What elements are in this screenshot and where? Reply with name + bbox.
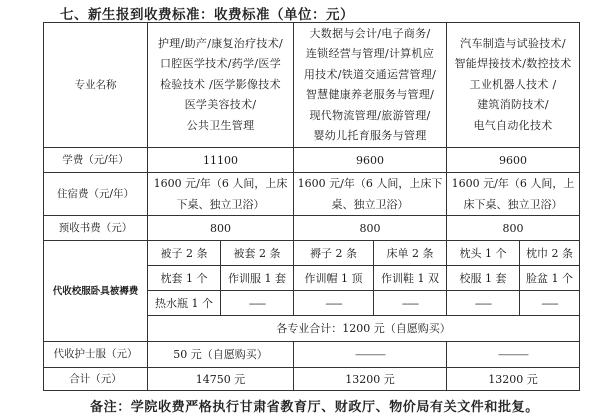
major-line: 建筑消防技术/ (477, 98, 549, 112)
bedding-item: 热水瓶 1 个 (148, 291, 221, 316)
major-line: 检验技术 /医学影像技术 (160, 77, 281, 91)
major-line: 智能焊接技术/数控技术 (454, 57, 572, 71)
nurse-uniform-value: ——— (294, 342, 447, 368)
nurse-uniform-row (44, 342, 580, 368)
total-row (44, 368, 580, 391)
fee-table (43, 22, 580, 391)
bedding-item: 枕套 1 个 (148, 266, 221, 291)
bedding-item: 作训帽 1 顶 (294, 266, 374, 291)
total-label: 合计（元） (44, 368, 148, 391)
major-line: 用技术/铁道交通运营管理/ (303, 67, 437, 81)
bedding-item: 被子 2 条 (148, 241, 221, 266)
bedding-item: 作训鞋 1 双 (374, 266, 447, 291)
bedding-item: ------ (374, 291, 447, 316)
major-line: 大数据与会计/电子商务/ (309, 26, 431, 40)
bedding-item: 床单 2 条 (374, 241, 447, 266)
bedding-label: 代收校服卧具被褥费 (44, 241, 148, 342)
major-line: 医学美容技术/ (184, 98, 257, 112)
bedding-item: 枕巾 2 条 (520, 241, 580, 266)
bedding-row (44, 241, 580, 266)
books-value: 800 (294, 216, 447, 241)
bedding-total: 各专业合计：1200 元（自愿购买） (148, 316, 580, 342)
tuition-row (44, 148, 580, 173)
books-value: 800 (447, 216, 580, 241)
bedding-item: ------ (221, 291, 294, 316)
major-line: 口腔医学技术/药学/医学 (159, 57, 281, 71)
major-line: 工业机器人技术 / (469, 77, 557, 91)
books-value: 800 (148, 216, 294, 241)
dorm-value: 1600 元/年（6 人间，上床下桌、独立卫浴） (294, 173, 447, 216)
bedding-item: 被套 2 条 (221, 241, 294, 266)
nurse-uniform-value: ——— (447, 342, 580, 368)
tuition-label: 学费（元/年） (44, 148, 148, 173)
bedding-item: 校服 1 套 (447, 266, 520, 291)
bedding-item: ------ (447, 291, 520, 316)
major-name-label: 专业名称 (44, 23, 148, 148)
major-group-2 (294, 23, 447, 148)
major-line: 护理/助产/康复治疗技术/ (157, 36, 284, 50)
dorm-label: 住宿费（元/年） (44, 173, 148, 216)
total-value: 13200 元 (294, 368, 447, 391)
books-row (44, 216, 580, 241)
major-line: 电气自动化技术 (473, 118, 553, 132)
bedding-item: 褥子 2 条 (294, 241, 374, 266)
major-line: 婴幼儿托育服务与管理 (313, 129, 427, 142)
bedding-item: ------ (520, 291, 580, 316)
bedding-item: 枕头 1 个 (447, 241, 520, 266)
bedding-item: 作训服 1 套 (221, 266, 294, 291)
major-line: 现代物流管理/旅游管理/ (309, 108, 431, 122)
footer-note: 备注：学院收费严格执行甘肃省教育厅、财政厅、物价局有关文件和批复。 (90, 400, 539, 415)
dorm-value: 1600 元/年（6 人间，上床下桌、独立卫浴） (148, 173, 294, 216)
major-line: 公共卫生管理 (186, 118, 255, 132)
tuition-value: 9600 (447, 148, 580, 173)
major-group-3 (447, 23, 580, 148)
major-group-1 (148, 23, 294, 148)
dorm-value: 1600 元/年（6 人间，上床下桌、独立卫浴） (447, 173, 580, 216)
major-line: 连锁经营与管理/计算机应 (305, 47, 435, 60)
bedding-item: ------ (294, 291, 374, 316)
books-label: 预收书费（元） (44, 216, 148, 241)
bedding-item: 脸盆 1 个 (520, 266, 580, 291)
tuition-value: 9600 (294, 148, 447, 173)
total-value: 14750 元 (148, 368, 294, 391)
header-row (44, 23, 580, 148)
section-title: 七、新生报到收费标准：收费标准（单位：元） (60, 7, 354, 23)
major-line: 智慧健康养老服务与管理/ (305, 88, 435, 101)
nurse-uniform-label: 代收护士服（元） (44, 342, 148, 368)
major-line: 汽车制造与试验技术/ (460, 36, 566, 50)
nurse-uniform-value: 50 元（自愿购买） (148, 342, 294, 368)
total-value: 13200 元 (447, 368, 580, 391)
dorm-row (44, 173, 580, 216)
tuition-value: 11100 (148, 148, 294, 173)
